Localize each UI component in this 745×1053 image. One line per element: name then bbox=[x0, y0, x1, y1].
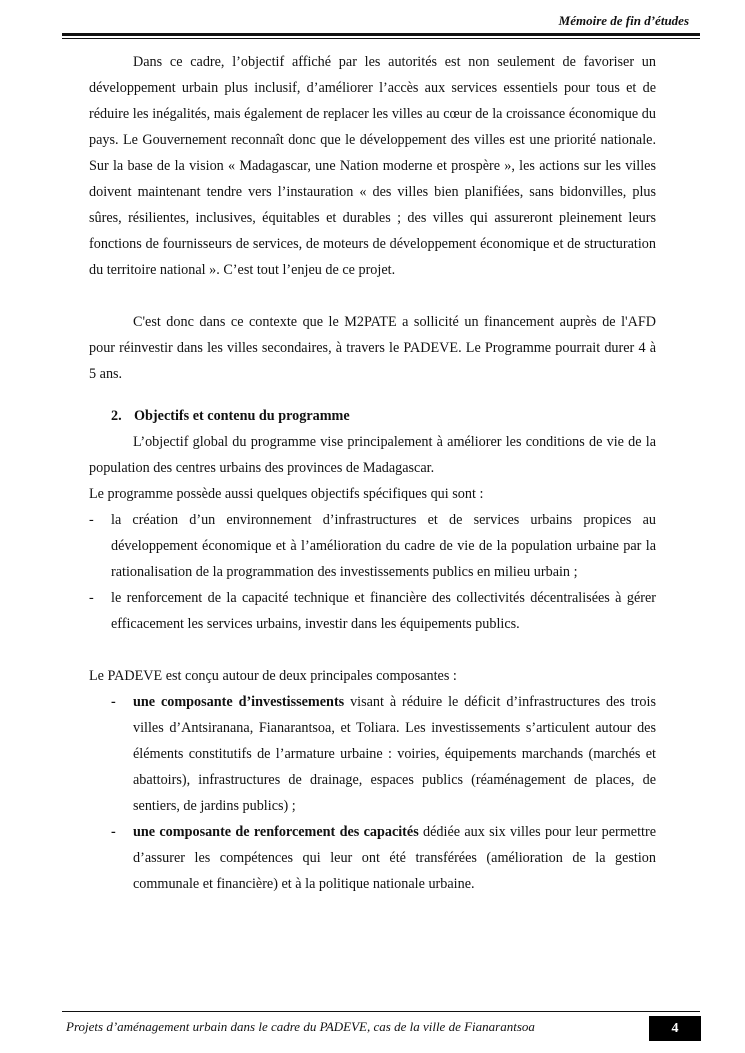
section-number: 2. bbox=[111, 408, 122, 424]
header-rule-thin bbox=[62, 38, 700, 39]
footer-rule bbox=[62, 1011, 700, 1012]
list-item bbox=[89, 689, 656, 819]
dash-bullet: - bbox=[111, 824, 116, 840]
paragraph-components-lead: Le PADEVE est conçu autour de deux principales composantes : bbox=[89, 668, 457, 684]
objective-text: la création d’un environnement d’infrastructures et de services urbains propices au développement économique et à l’amélioration du cadre de vie de la population urbaine par la rationalisation de la programmation des investissements publics en milieu urbain ; bbox=[111, 512, 656, 580]
list-item bbox=[89, 819, 656, 897]
dash-bullet: - bbox=[89, 512, 94, 528]
paragraph-global-objective: L’objectif global du programme vise principalement à améliorer les conditions de vie de la population des centres urbains des provinces de Madagascar. bbox=[89, 434, 656, 476]
section-title: Objectifs et contenu du programme bbox=[134, 408, 350, 424]
paragraph-funding: C'est donc dans ce contexte que le M2PATE a sollicité un financement auprès de l'AFD pour réinvestir dans les villes secondaires, à travers le PADEVE. Le Programme pourrait durer 4 à 5 ans. bbox=[89, 314, 656, 382]
page-body bbox=[89, 49, 656, 897]
header-title: Mémoire de fin d’études bbox=[558, 13, 689, 28]
dash-bullet: - bbox=[89, 590, 94, 606]
list-item bbox=[89, 507, 656, 585]
spacer bbox=[89, 637, 656, 663]
page-number: 4 bbox=[649, 1016, 701, 1041]
component-title: une composante d’investissements bbox=[133, 694, 345, 710]
paragraph-context: Dans ce cadre, l’objectif affiché par les autorités est non seulement de favoriser un développement urbain plus inclusif, d’améliorer l’accès aux services essentiels pour tous et de réduire les inégalités, mais également de replacer les villes au cœur de la croissance économique du pays. Le Gouvernement reconnaît donc que le développement des villes est une priorité nationale. Sur la base de la vision « Madagascar, une Nation moderne et prospère », les actions sur les villes doivent maintenant tendre vers l’instauration « des villes bien planifiées, sans bidonvilles, plus sûres, résilientes, inclusives, équitables et durables ; des villes qui assureront pleinement leurs fonctions de fournisseurs de services, de moteurs de développement économique et de structuration du territoire national ». C’est tout l’enjeu de ce projet. bbox=[89, 54, 656, 278]
spacer bbox=[89, 283, 656, 309]
objective-text: le renforcement de la capacité technique et financière des collectivités décentralisées à gérer efficacement les services urbains, investir dans les équipements publics. bbox=[111, 590, 656, 632]
paragraph-specific-lead: Le programme possède aussi quelques objectifs spécifiques qui sont : bbox=[89, 486, 484, 502]
section-heading bbox=[89, 403, 656, 429]
list-item bbox=[89, 585, 656, 637]
components-list bbox=[89, 689, 656, 897]
objectives-list bbox=[89, 507, 656, 637]
dash-bullet: - bbox=[111, 694, 116, 710]
footer-text: Projets d’aménagement urbain dans le cadre du PADEVE, cas de la ville de Fianarantsoa bbox=[66, 1019, 535, 1034]
spacer bbox=[89, 387, 656, 403]
component-title: une composante de renforcement des capacités bbox=[133, 824, 419, 840]
component-text: dédiée aux six villes pour leur permettre d’assurer les compétences qui leur ont été transférées (amélioration de la gestion communale et financière) et à la politique nationale urbaine. bbox=[133, 824, 657, 892]
header-rule-thick bbox=[62, 33, 700, 36]
component-text: visant à réduire le déficit d’infrastructures des trois villes d’Antsiranana, Fianarantsoa, et Toliara. Les investissements s’articulent autour des éléments constitutifs de l’armature urbaine : voiries, équipements marchands (marchés et abattoirs), infrastructures de drainage, espaces publics (réaménagement de places, de sentiers, de jardins publics) ; bbox=[133, 694, 656, 814]
